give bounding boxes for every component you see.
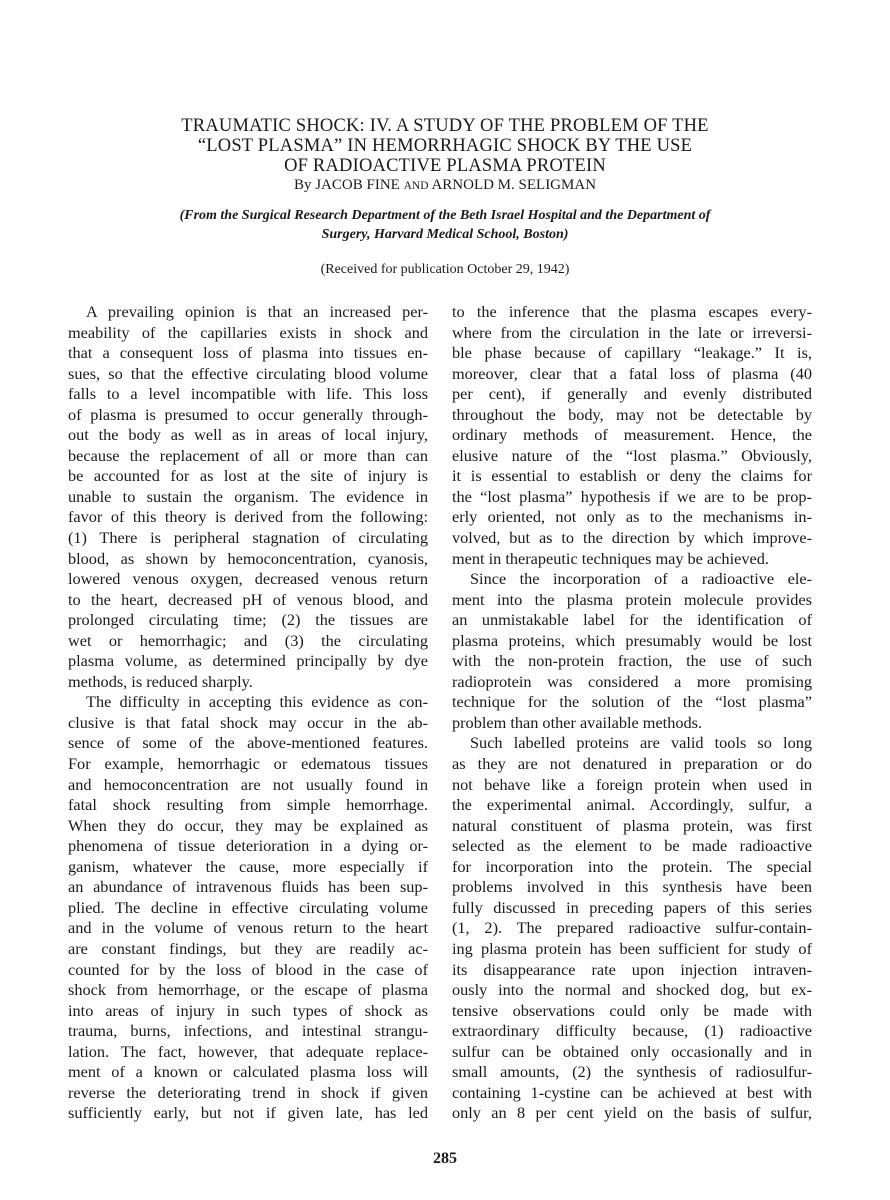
text-line: sence of some of the above-mentioned features. [68, 733, 428, 753]
text-line: clusive is that fatal shock may occur in the ab- [68, 712, 428, 732]
text-line: blood, as shown by hemoconcentration, cyanosis, [68, 548, 428, 568]
byline-and: AND [403, 180, 429, 192]
right-column [452, 302, 812, 1124]
text-line: Since the incorporation of a radioactive ele- [470, 569, 812, 589]
text-line: not behave like a foreign protein when used in [452, 774, 812, 794]
text-line: ment in therapeutic techniques may be achieved. [452, 548, 769, 568]
text-line: fatal shock resulting from simple hemorrhage. [68, 795, 428, 815]
text-line: per cent), if generally and evenly distributed [452, 384, 812, 404]
text-line: For example, hemorrhagic or edematous tissues [68, 754, 428, 774]
text-line: an abundance of intravenous fluids has been sup- [68, 877, 428, 897]
text-line: shock from hemorrhage, or the escape of plasma [68, 980, 428, 1000]
author-1: JACOB FINE [315, 177, 400, 193]
text-line: favor of this theory is derived from the following: [68, 507, 428, 527]
text-line: ble phase because of capillary “leakage.” It is, [452, 343, 812, 363]
text-line: containing 1-cystine can be achieved at best with [452, 1082, 812, 1102]
text-line: selected as the element to be made radioactive [452, 836, 812, 856]
text-line: erly oriented, not only as to the mechanisms in- [452, 507, 812, 527]
text-line: with the non-protein fraction, the use of such [452, 651, 812, 671]
text-line: ously into the normal and shocked dog, but ex- [452, 980, 812, 1000]
text-line: extraordinary difficulty because, (1) radioactive [452, 1021, 812, 1041]
text-line: the experimental animal. Accordingly, sulfur, a [452, 795, 812, 815]
text-line: are constant findings, but they are readily ac- [68, 938, 428, 958]
text-line: plasma volume, as determined principally by dye [68, 651, 428, 671]
text-line: (1) There is peripheral stagnation of circulating [68, 528, 428, 548]
text-line: counted for by the loss of blood in the case of [68, 959, 428, 979]
text-line: tensive observations could only be made with [452, 1000, 812, 1020]
text-line: that a consequent loss of plasma into tissues en- [68, 343, 428, 363]
text-line: plied. The decline in effective circulating volume [68, 897, 428, 917]
text-line: moreover, clear that a fatal loss of plasma (40 [452, 363, 812, 383]
text-line: be accounted for as lost at the site of injury is [68, 466, 428, 486]
text-line: technique for the solution of the “lost plasma” [452, 692, 812, 712]
text-line: falls to a level incompatible with life. This loss [68, 384, 428, 404]
text-line: throughout the body, may not be detectable by [452, 404, 812, 424]
title-line-3: OF RADIOACTIVE PLASMA PROTEIN [284, 156, 606, 176]
text-line: A prevailing opinion is that an increased per- [86, 302, 428, 321]
author-2: ARNOLD M. SELIGMAN [431, 177, 597, 193]
text-line: sufficiently early, but not if given late, has led [68, 1103, 428, 1123]
text-line: to the heart, decreased pH of venous blood, and [68, 589, 428, 609]
text-line: methods, is reduced sharply. [68, 671, 253, 691]
text-line: ing plasma protein has been sufficient for study of [452, 938, 812, 958]
text-line: of plasma is presumed to occur generally through- [68, 404, 428, 424]
title-line-2: “LOST PLASMA” IN HEMORRHAGIC SHOCK BY THE USE [197, 136, 693, 156]
text-line: its disappearance rate upon injection intraven- [452, 959, 812, 979]
left-column [68, 302, 428, 1124]
text-line: When they do occur, they may be explained as [68, 815, 428, 835]
text-line: problems involved in this synthesis have been [452, 877, 812, 897]
text-line: lowered venous oxygen, decreased venous return [68, 569, 428, 589]
text-line: and in the volume of venous return to the heart [68, 918, 428, 938]
text-line: sulfur can be obtained only occasionally and in [452, 1041, 812, 1061]
text-line: ganism, whatever the cause, more especially if [68, 856, 428, 876]
text-line: ordinary methods of measurement. Hence, the [452, 425, 812, 445]
text-line: elusive nature of the “lost plasma.” Obviously, [452, 445, 812, 465]
text-line: the “lost plasma” hypothesis if we are to be prop- [452, 486, 812, 506]
text-line: lation. The fact, however, that adequate replace- [68, 1041, 428, 1061]
text-line: unable to sustain the organism. The evidence in [68, 486, 428, 506]
text-line: ment of a known or calculated plasma loss will [68, 1062, 428, 1082]
text-line: volved, but as to the direction by which improve- [452, 528, 812, 548]
text-line: radioprotein was considered a more promising [452, 671, 812, 691]
text-line: natural constituent of plasma protein, was first [452, 815, 812, 835]
affiliation-line-2: Surgery, Harvard Medical School, Boston) [321, 227, 569, 242]
text-line: as they are not denatured in preparation or do [452, 754, 812, 774]
text-line: out the body as well as in areas of local injury, [68, 425, 428, 445]
text-line: and hemoconcentration are not usually found in [68, 774, 428, 794]
text-line: prolonged circulating time; (2) the tissues are [68, 610, 428, 630]
text-line: because the replacement of all or more than can [68, 445, 428, 465]
text-line: reverse the deteriorating trend in shock if given [68, 1082, 428, 1102]
byline [0, 177, 890, 194]
affiliation-line-1: (From the Surgical Research Department of the Beth Israel Hospital and the Department of [179, 208, 711, 223]
text-line: The difficulty in accepting this evidence as con- [86, 692, 428, 712]
text-line: wet or hemorrhagic; and (3) the circulating [68, 630, 428, 650]
text-line: meability of the capillaries exists in shock and [68, 322, 428, 342]
text-line: where from the circulation in the late or irreversi- [452, 322, 812, 342]
text-line: an unmistakable label for the identification of [452, 610, 812, 630]
text-line: for incorporation into the protein. The special [452, 856, 812, 876]
text-line: (1, 2). The prepared radioactive sulfur-contain- [452, 918, 812, 938]
text-line: into areas of injury in such types of shock as [68, 1000, 428, 1020]
received-date: (Received for publication October 29, 1942) [320, 262, 570, 277]
text-line: plasma proteins, which presumably would be lost [452, 630, 812, 650]
title-line-1: TRAUMATIC SHOCK: IV. A STUDY OF THE PROBLEM OF THE [181, 116, 709, 136]
text-line: trauma, burns, infections, and intestinal strangu- [68, 1021, 428, 1041]
byline-by: By [293, 177, 312, 193]
text-line: it is essential to establish or deny the claims for [452, 466, 812, 486]
text-line: sues, so that the effective circulating blood volume [68, 363, 428, 383]
text-line: fully discussed in preceding papers of this series [452, 897, 812, 917]
text-line: Such labelled proteins are valid tools so long [470, 733, 812, 753]
text-line: to the inference that the plasma escapes every- [452, 302, 812, 321]
text-line: ment into the plasma protein molecule provides [452, 589, 812, 609]
text-line: small amounts, (2) the synthesis of radiosulfur- [452, 1062, 812, 1082]
text-line: only an 8 per cent yield on the basis of sulfur, [452, 1103, 812, 1123]
text-line: problem than other available methods. [452, 712, 703, 732]
text-line: phenomena of tissue deterioration in a dying or- [68, 836, 428, 856]
page-number: 285 [433, 1150, 457, 1167]
